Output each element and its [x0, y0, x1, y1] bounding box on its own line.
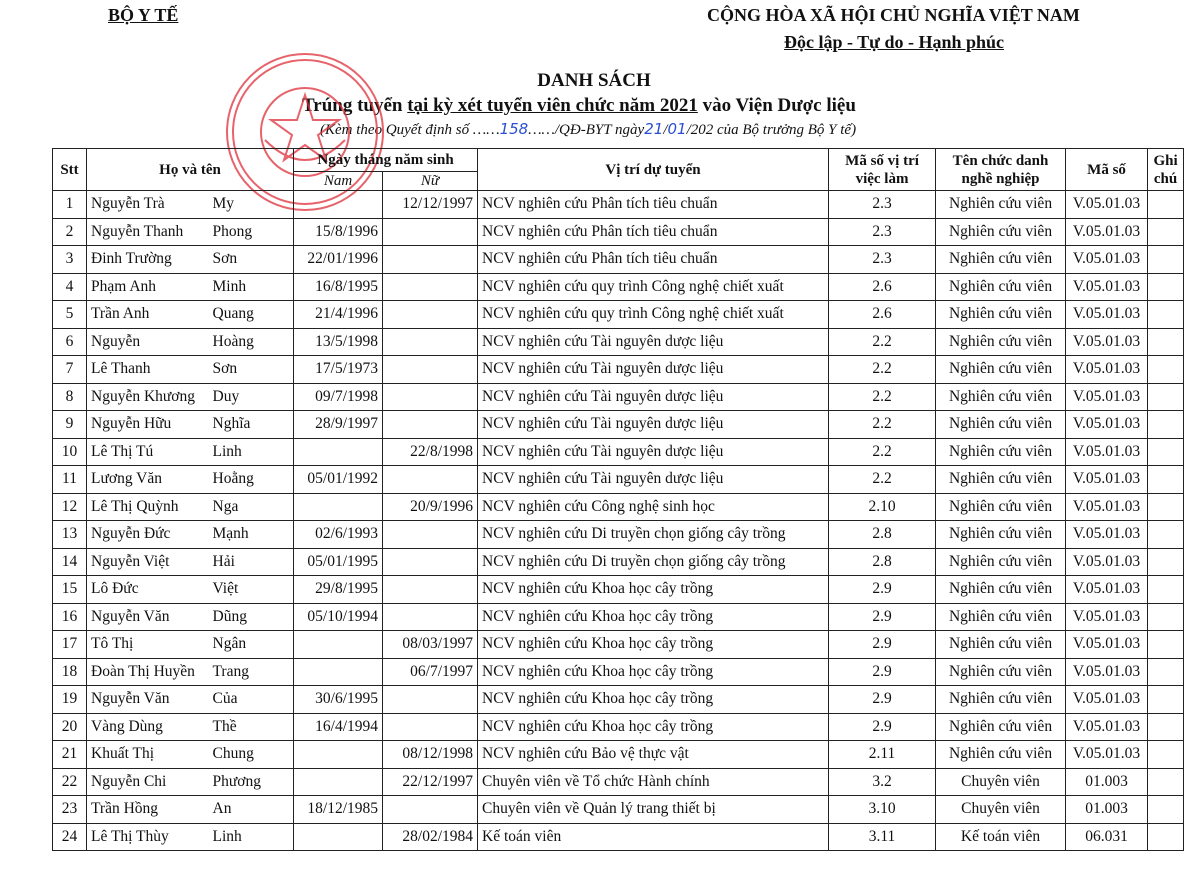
- row-surname: Nguyễn Chi: [87, 768, 209, 796]
- row-surname: Nguyễn Việt: [87, 548, 209, 576]
- row-code: V.05.01.03: [1066, 438, 1148, 466]
- row-surname: Tô Thị: [87, 631, 209, 659]
- row-dob-female: [383, 548, 478, 576]
- row-job-title: Nghiên cứu viên: [936, 191, 1066, 219]
- row-surname: Nguyễn Trà: [87, 191, 209, 219]
- row-note: [1148, 548, 1184, 576]
- row-stt: 7: [53, 356, 87, 384]
- row-stt: 9: [53, 411, 87, 439]
- row-code: V.05.01.03: [1066, 218, 1148, 246]
- row-position-code: 2.3: [829, 246, 936, 274]
- table-row: [53, 273, 1184, 301]
- row-code: V.05.01.03: [1066, 246, 1148, 274]
- row-dob-male: [294, 191, 383, 219]
- row-surname: Nguyễn Hữu: [87, 411, 209, 439]
- table-row: [53, 658, 1184, 686]
- row-dob-female: [383, 796, 478, 824]
- row-stt: 16: [53, 603, 87, 631]
- row-given-name: Duy: [209, 383, 294, 411]
- row-stt: 6: [53, 328, 87, 356]
- row-note: [1148, 301, 1184, 329]
- row-code: V.05.01.03: [1066, 741, 1148, 769]
- table-row: [53, 246, 1184, 274]
- row-position-code: 2.8: [829, 521, 936, 549]
- row-code: V.05.01.03: [1066, 576, 1148, 604]
- row-note: [1148, 493, 1184, 521]
- row-position: NCV nghiên cứu Phân tích tiêu chuẩn: [478, 218, 829, 246]
- row-dob-male: 22/01/1996: [294, 246, 383, 274]
- row-dob-male: 30/6/1995: [294, 686, 383, 714]
- row-stt: 2: [53, 218, 87, 246]
- row-code: 01.003: [1066, 796, 1148, 824]
- row-surname: Trần Anh: [87, 301, 209, 329]
- row-given-name: Phong: [209, 218, 294, 246]
- row-position: NCV nghiên cứu Di truyền chọn giống cây trồng: [478, 548, 829, 576]
- row-code: V.05.01.03: [1066, 493, 1148, 521]
- row-stt: 22: [53, 768, 87, 796]
- row-position-code: 2.6: [829, 301, 936, 329]
- row-note: [1148, 191, 1184, 219]
- row-stt: 12: [53, 493, 87, 521]
- row-job-title: Nghiên cứu viên: [936, 686, 1066, 714]
- row-given-name: Dũng: [209, 603, 294, 631]
- row-given-name: Hoàng: [209, 328, 294, 356]
- row-position-code: 3.10: [829, 796, 936, 824]
- row-given-name: Linh: [209, 823, 294, 851]
- row-position: Chuyên viên về Quản lý trang thiết bị: [478, 796, 829, 824]
- row-dob-male: [294, 741, 383, 769]
- row-job-title: Nghiên cứu viên: [936, 273, 1066, 301]
- row-given-name: Ngân: [209, 631, 294, 659]
- handwritten-month: 01: [667, 120, 687, 138]
- row-position-code: 2.9: [829, 658, 936, 686]
- row-position-code: 2.2: [829, 328, 936, 356]
- row-stt: 21: [53, 741, 87, 769]
- row-stt: 24: [53, 823, 87, 851]
- table-row: [53, 438, 1184, 466]
- row-note: [1148, 521, 1184, 549]
- row-surname: Phạm Anh: [87, 273, 209, 301]
- row-job-title: Kế toán viên: [936, 823, 1066, 851]
- row-job-title: Nghiên cứu viên: [936, 548, 1066, 576]
- row-job-title: Nghiên cứu viên: [936, 521, 1066, 549]
- col-header-stt: Stt: [53, 149, 87, 191]
- row-note: [1148, 603, 1184, 631]
- col-header-male: Nam: [294, 172, 383, 191]
- row-position: NCV nghiên cứu Khoa học cây trồng: [478, 686, 829, 714]
- table-row: [53, 823, 1184, 851]
- row-given-name: Chung: [209, 741, 294, 769]
- row-job-title: Nghiên cứu viên: [936, 356, 1066, 384]
- row-given-name: Hải: [209, 548, 294, 576]
- row-position: NCV nghiên cứu quy trình Công nghệ chiết xuất: [478, 273, 829, 301]
- row-surname: Trần Hồng: [87, 796, 209, 824]
- row-position: NCV nghiên cứu Tài nguyên dược liệu: [478, 328, 829, 356]
- table-row: [53, 466, 1184, 494]
- row-stt: 14: [53, 548, 87, 576]
- table-row: [53, 383, 1184, 411]
- row-dob-female: 06/7/1997: [383, 658, 478, 686]
- row-code: V.05.01.03: [1066, 191, 1148, 219]
- row-code: V.05.01.03: [1066, 328, 1148, 356]
- row-position: NCV nghiên cứu Công nghệ sinh học: [478, 493, 829, 521]
- row-dob-male: 18/12/1985: [294, 796, 383, 824]
- row-note: [1148, 741, 1184, 769]
- row-dob-male: 17/5/1973: [294, 356, 383, 384]
- row-dob-male: [294, 658, 383, 686]
- row-position-code: 2.2: [829, 356, 936, 384]
- row-dob-female: [383, 218, 478, 246]
- col-header-code: Mã số: [1066, 149, 1148, 191]
- col-header-dob: Ngày tháng năm sinh: [294, 149, 478, 172]
- row-stt: 5: [53, 301, 87, 329]
- row-job-title: Nghiên cứu viên: [936, 383, 1066, 411]
- row-note: [1148, 356, 1184, 384]
- row-stt: 15: [53, 576, 87, 604]
- row-surname: Lê Thị Quỳnh: [87, 493, 209, 521]
- row-given-name: Trang: [209, 658, 294, 686]
- row-given-name: Minh: [209, 273, 294, 301]
- candidate-table: [52, 148, 1184, 851]
- row-code: 06.031: [1066, 823, 1148, 851]
- document-title: DANH SÁCH: [537, 70, 651, 91]
- row-dob-female: [383, 521, 478, 549]
- row-position: NCV nghiên cứu Tài nguyên dược liệu: [478, 466, 829, 494]
- row-dob-male: 28/9/1997: [294, 411, 383, 439]
- row-job-title: Nghiên cứu viên: [936, 411, 1066, 439]
- row-given-name: Mạnh: [209, 521, 294, 549]
- row-position: NCV nghiên cứu Khoa học cây trồng: [478, 631, 829, 659]
- row-dob-female: [383, 383, 478, 411]
- table-row: [53, 631, 1184, 659]
- table-row: [53, 521, 1184, 549]
- row-position: Kế toán viên: [478, 823, 829, 851]
- row-note: [1148, 686, 1184, 714]
- row-job-title: Chuyên viên: [936, 768, 1066, 796]
- row-dob-female: [383, 273, 478, 301]
- row-given-name: Thề: [209, 713, 294, 741]
- row-given-name: Hoằng: [209, 466, 294, 494]
- row-position: NCV nghiên cứu Tài nguyên dược liệu: [478, 411, 829, 439]
- row-given-name: Sơn: [209, 246, 294, 274]
- row-dob-male: 05/01/1995: [294, 548, 383, 576]
- row-note: [1148, 273, 1184, 301]
- row-position-code: 2.8: [829, 548, 936, 576]
- col-header-note: Ghi chú: [1148, 149, 1184, 191]
- row-position: NCV nghiên cứu Phân tích tiêu chuẩn: [478, 191, 829, 219]
- row-dob-female: 20/9/1996: [383, 493, 478, 521]
- row-given-name: Của: [209, 686, 294, 714]
- row-position-code: 2.9: [829, 631, 936, 659]
- row-dob-female: 08/03/1997: [383, 631, 478, 659]
- col-header-position: Vị trí dự tuyển: [478, 149, 829, 191]
- row-note: [1148, 823, 1184, 851]
- row-surname: Khuất Thị: [87, 741, 209, 769]
- row-job-title: Chuyên viên: [936, 796, 1066, 824]
- row-dob-female: 22/8/1998: [383, 438, 478, 466]
- row-code: V.05.01.03: [1066, 273, 1148, 301]
- country-name: CỘNG HÒA XÃ HỘI CHỦ NGHĨA VIỆT NAM: [707, 5, 1080, 25]
- row-position: NCV nghiên cứu Bảo vệ thực vật: [478, 741, 829, 769]
- row-note: [1148, 658, 1184, 686]
- row-given-name: Sơn: [209, 356, 294, 384]
- row-position: NCV nghiên cứu Phân tích tiêu chuẩn: [478, 246, 829, 274]
- row-position-code: 2.3: [829, 218, 936, 246]
- row-job-title: Nghiên cứu viên: [936, 741, 1066, 769]
- row-dob-male: 21/4/1996: [294, 301, 383, 329]
- row-note: [1148, 411, 1184, 439]
- row-position: NCV nghiên cứu Khoa học cây trồng: [478, 603, 829, 631]
- row-dob-male: [294, 493, 383, 521]
- row-code: V.05.01.03: [1066, 713, 1148, 741]
- row-given-name: My: [209, 191, 294, 219]
- row-stt: 23: [53, 796, 87, 824]
- row-stt: 20: [53, 713, 87, 741]
- row-position: NCV nghiên cứu quy trình Công nghệ chiết xuất: [478, 301, 829, 329]
- row-position: Chuyên viên về Tổ chức Hành chính: [478, 768, 829, 796]
- ministry-name: BỘ Y TẾ: [108, 5, 179, 25]
- table-row: [53, 713, 1184, 741]
- table-row: [53, 493, 1184, 521]
- row-position-code: 3.11: [829, 823, 936, 851]
- table-row: [53, 796, 1184, 824]
- row-dob-male: 05/10/1994: [294, 603, 383, 631]
- row-position: NCV nghiên cứu Khoa học cây trồng: [478, 713, 829, 741]
- row-job-title: Nghiên cứu viên: [936, 631, 1066, 659]
- national-motto: Độc lập - Tự do - Hạnh phúc: [784, 32, 1005, 52]
- row-dob-female: [383, 328, 478, 356]
- row-given-name: An: [209, 796, 294, 824]
- row-note: [1148, 796, 1184, 824]
- row-note: [1148, 246, 1184, 274]
- row-given-name: Nga: [209, 493, 294, 521]
- row-position-code: 2.6: [829, 273, 936, 301]
- row-dob-female: [383, 246, 478, 274]
- row-position-code: 2.2: [829, 411, 936, 439]
- row-code: V.05.01.03: [1066, 603, 1148, 631]
- row-position-code: 3.2: [829, 768, 936, 796]
- row-dob-female: [383, 466, 478, 494]
- col-header-female: Nữ: [383, 172, 478, 191]
- row-surname: Lê Thị Tú: [87, 438, 209, 466]
- row-position: NCV nghiên cứu Di truyền chọn giống cây trồng: [478, 521, 829, 549]
- row-note: [1148, 631, 1184, 659]
- row-position: NCV nghiên cứu Tài nguyên dược liệu: [478, 356, 829, 384]
- row-stt: 18: [53, 658, 87, 686]
- row-position: NCV nghiên cứu Khoa học cây trồng: [478, 658, 829, 686]
- row-dob-male: 09/7/1998: [294, 383, 383, 411]
- col-header-position-code: Mã số vị trí việc làm: [829, 149, 936, 191]
- row-note: [1148, 438, 1184, 466]
- row-given-name: Việt: [209, 576, 294, 604]
- row-job-title: Nghiên cứu viên: [936, 603, 1066, 631]
- row-position-code: 2.10: [829, 493, 936, 521]
- row-job-title: Nghiên cứu viên: [936, 301, 1066, 329]
- row-surname: Lương Văn: [87, 466, 209, 494]
- row-dob-male: 05/01/1992: [294, 466, 383, 494]
- row-surname: Lô Đức: [87, 576, 209, 604]
- row-code: V.05.01.03: [1066, 466, 1148, 494]
- row-given-name: Nghĩa: [209, 411, 294, 439]
- row-dob-female: 12/12/1997: [383, 191, 478, 219]
- table-row: [53, 356, 1184, 384]
- row-code: V.05.01.03: [1066, 383, 1148, 411]
- row-note: [1148, 218, 1184, 246]
- table-row: [53, 548, 1184, 576]
- row-job-title: Nghiên cứu viên: [936, 713, 1066, 741]
- row-code: V.05.01.03: [1066, 686, 1148, 714]
- row-dob-female: [383, 356, 478, 384]
- row-position-code: 2.9: [829, 576, 936, 604]
- row-stt: 10: [53, 438, 87, 466]
- row-code: V.05.01.03: [1066, 521, 1148, 549]
- table-row: [53, 218, 1184, 246]
- row-position-code: 2.3: [829, 191, 936, 219]
- row-dob-male: [294, 631, 383, 659]
- row-stt: 13: [53, 521, 87, 549]
- row-code: 01.003: [1066, 768, 1148, 796]
- row-surname: Vàng Dùng: [87, 713, 209, 741]
- row-code: V.05.01.03: [1066, 658, 1148, 686]
- table-row: [53, 301, 1184, 329]
- row-note: [1148, 383, 1184, 411]
- row-dob-female: [383, 576, 478, 604]
- row-code: V.05.01.03: [1066, 356, 1148, 384]
- table-row: [53, 768, 1184, 796]
- table-row: [53, 686, 1184, 714]
- row-dob-male: [294, 823, 383, 851]
- row-position-code: 2.9: [829, 686, 936, 714]
- row-code: V.05.01.03: [1066, 411, 1148, 439]
- row-stt: 8: [53, 383, 87, 411]
- row-stt: 3: [53, 246, 87, 274]
- row-dob-male: 29/8/1995: [294, 576, 383, 604]
- row-job-title: Nghiên cứu viên: [936, 658, 1066, 686]
- row-stt: 17: [53, 631, 87, 659]
- row-dob-male: [294, 768, 383, 796]
- row-given-name: Linh: [209, 438, 294, 466]
- row-stt: 11: [53, 466, 87, 494]
- row-dob-female: [383, 686, 478, 714]
- row-job-title: Nghiên cứu viên: [936, 246, 1066, 274]
- handwritten-day: 21: [644, 120, 664, 138]
- row-dob-female: 28/02/1984: [383, 823, 478, 851]
- col-header-job-title: Tên chức danh nghề nghiệp: [936, 149, 1066, 191]
- table-row: [53, 411, 1184, 439]
- row-stt: 4: [53, 273, 87, 301]
- row-job-title: Nghiên cứu viên: [936, 466, 1066, 494]
- row-stt: 19: [53, 686, 87, 714]
- row-stt: 1: [53, 191, 87, 219]
- row-note: [1148, 328, 1184, 356]
- row-surname: Lê Thanh: [87, 356, 209, 384]
- row-code: V.05.01.03: [1066, 301, 1148, 329]
- row-surname: Đinh Trường: [87, 246, 209, 274]
- row-code: V.05.01.03: [1066, 548, 1148, 576]
- row-dob-male: [294, 438, 383, 466]
- decision-reference: (Kèm theo Quyết định số ……158……/QĐ-BYT ngày21/01/202 của Bộ trưởng Bộ Y tế): [320, 120, 857, 138]
- row-note: [1148, 466, 1184, 494]
- row-surname: Nguyễn Văn: [87, 686, 209, 714]
- row-surname: Nguyễn Thanh: [87, 218, 209, 246]
- row-code: V.05.01.03: [1066, 631, 1148, 659]
- row-dob-male: 02/6/1993: [294, 521, 383, 549]
- row-dob-male: 15/8/1996: [294, 218, 383, 246]
- table-row: [53, 576, 1184, 604]
- row-dob-female: [383, 411, 478, 439]
- row-dob-female: [383, 603, 478, 631]
- table-row: [53, 603, 1184, 631]
- row-position-code: 2.9: [829, 603, 936, 631]
- row-given-name: Phương: [209, 768, 294, 796]
- row-note: [1148, 576, 1184, 604]
- col-header-name: Họ và tên: [87, 149, 294, 191]
- row-position-code: 2.9: [829, 713, 936, 741]
- row-dob-male: 16/4/1994: [294, 713, 383, 741]
- row-note: [1148, 713, 1184, 741]
- row-position: NCV nghiên cứu Tài nguyên dược liệu: [478, 383, 829, 411]
- row-surname: Nguyễn: [87, 328, 209, 356]
- handwritten-number: 158: [499, 120, 529, 138]
- document-subtitle: Trúng tuyển tại kỳ xét tuyển viên chức năm 2021 vào Viện Dược liệu: [302, 95, 856, 116]
- row-job-title: Nghiên cứu viên: [936, 493, 1066, 521]
- table-row: [53, 191, 1184, 219]
- row-job-title: Nghiên cứu viên: [936, 576, 1066, 604]
- row-position-code: 2.2: [829, 383, 936, 411]
- row-dob-male: 13/5/1998: [294, 328, 383, 356]
- row-position: NCV nghiên cứu Tài nguyên dược liệu: [478, 438, 829, 466]
- row-surname: Nguyễn Khương: [87, 383, 209, 411]
- row-job-title: Nghiên cứu viên: [936, 438, 1066, 466]
- row-surname: Nguyễn Đức: [87, 521, 209, 549]
- row-dob-female: 08/12/1998: [383, 741, 478, 769]
- row-surname: Đoàn Thị Huyền: [87, 658, 209, 686]
- row-surname: Lê Thị Thùy: [87, 823, 209, 851]
- row-dob-male: 16/8/1995: [294, 273, 383, 301]
- table-row: [53, 741, 1184, 769]
- row-job-title: Nghiên cứu viên: [936, 328, 1066, 356]
- table-row: [53, 328, 1184, 356]
- row-position-code: 2.11: [829, 741, 936, 769]
- row-position-code: 2.2: [829, 438, 936, 466]
- row-position-code: 2.2: [829, 466, 936, 494]
- row-given-name: Quang: [209, 301, 294, 329]
- row-note: [1148, 768, 1184, 796]
- row-surname: Nguyễn Văn: [87, 603, 209, 631]
- row-position: NCV nghiên cứu Khoa học cây trồng: [478, 576, 829, 604]
- row-dob-female: [383, 713, 478, 741]
- row-dob-female: [383, 301, 478, 329]
- row-dob-female: 22/12/1997: [383, 768, 478, 796]
- row-job-title: Nghiên cứu viên: [936, 218, 1066, 246]
